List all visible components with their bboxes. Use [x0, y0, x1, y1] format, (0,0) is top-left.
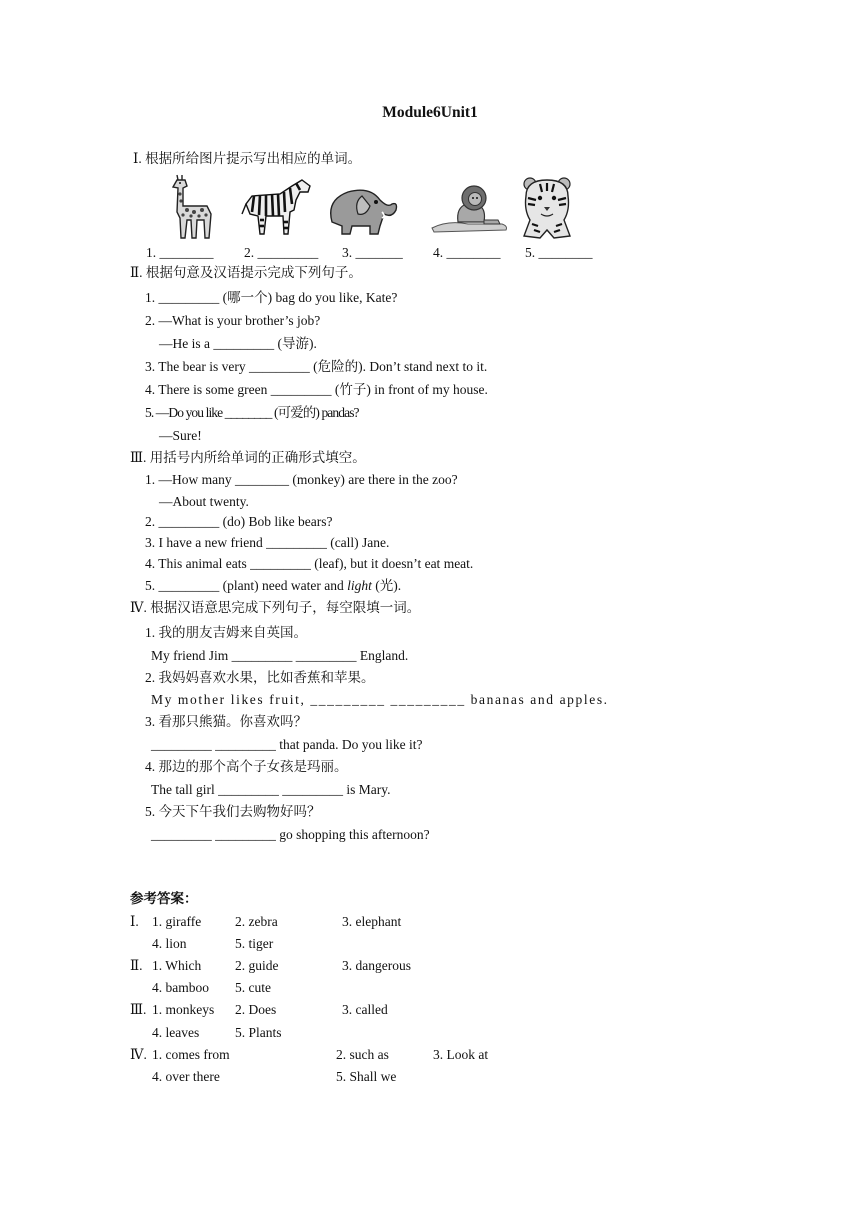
answer-item: 3. Look at [433, 1047, 489, 1062]
section2-line: 5. —Do you like ________ (可爱的) pandas? [145, 405, 359, 420]
elephant-icon [322, 182, 400, 236]
line5-text-end: (光). [371, 578, 402, 593]
section4-line: 4. 那边的那个高个子女孩是玛丽。 [145, 759, 348, 774]
answer-item: 3. called [342, 1002, 388, 1017]
section4-line-text: My mother likes fruit, _________ _________ bananas and apples. [151, 692, 609, 707]
answer-item: 5. tiger [235, 936, 274, 951]
answer-item: 4. leaves [152, 1025, 200, 1040]
answer-label: Ⅱ. [130, 958, 146, 973]
answer-item: 2. Does [235, 1002, 277, 1017]
tiger-icon [520, 174, 578, 240]
section2-line: 2. —What is your brother’s job? [145, 313, 321, 328]
blank-1: 1. ________ [146, 245, 214, 260]
answer-label: Ⅲ. [130, 1002, 150, 1017]
answer-item: 2. such as [336, 1047, 389, 1062]
giraffe-icon [163, 172, 221, 240]
answer-item: 2. guide [235, 958, 279, 973]
section4-line [151, 691, 609, 709]
answers-heading: 参考答案： [130, 891, 198, 906]
blank-4: 4. ________ [433, 245, 501, 260]
answer-item: 5. Plants [235, 1025, 282, 1040]
answer-item: 2. zebra [235, 914, 278, 929]
section4-line: 3. 看那只熊猫。你喜欢吗？ [145, 714, 307, 729]
section2-line: 3. The bear is very _________ (危险的). Don’t stand next to it. [145, 359, 488, 374]
section4-line: _________ _________ go shopping this afternoon? [151, 827, 430, 842]
section3-line [145, 577, 401, 595]
section2-line: —He is a _________ (导游). [159, 336, 317, 351]
section4-line: The tall girl _________ _________ is Mary. [151, 782, 391, 797]
answer-item: 5. Shall we [336, 1069, 397, 1084]
answer-item: 1. monkeys [152, 1002, 215, 1017]
answer-label: Ⅰ. [130, 914, 143, 929]
section3-line: 2. _________ (do) Bob like bears? [145, 514, 333, 529]
section2-line: 1. _________ (哪一个) bag do you like, Kate? [145, 290, 398, 305]
section3-line: 4. This animal eats _________ (leaf), but it doesn’t eat meat. [145, 556, 474, 571]
section3-line: 1. —How many ________ (monkey) are there in the zoo? [145, 472, 458, 487]
section4-line: 2. 我妈妈喜欢水果，比如香蕉和苹果。 [145, 670, 375, 685]
line5-text: 5. _________ (plant) need water and [145, 578, 348, 593]
line5-italic-word: light [347, 578, 372, 593]
page-title: Module6Unit1 [382, 104, 478, 121]
answer-item: 1. comes from [152, 1047, 230, 1062]
section2-line: —Sure! [159, 428, 202, 443]
answer-item: 4. lion [152, 936, 187, 951]
blank-3: 3. _______ [342, 245, 403, 260]
section1-heading: Ⅰ. 根据所给图片提示写出相应的单词。 [133, 151, 362, 166]
answer-item: 5. cute [235, 980, 271, 995]
blank-5: 5. ________ [525, 245, 593, 260]
zebra-icon [240, 174, 314, 238]
section2-line: 4. There is some green _________ (竹子) in front of my house. [145, 382, 488, 397]
answer-item: 4. over there [152, 1069, 220, 1084]
section4-line: My friend Jim _________ _________ England. [151, 648, 409, 663]
answer-item: 1. Which [152, 958, 202, 973]
answer-item: 1. giraffe [152, 914, 202, 929]
answer-item: 3. elephant [342, 914, 402, 929]
answer-item: 4. bamboo [152, 980, 209, 995]
blank-2: 2. _________ [244, 245, 319, 260]
section4-line: _________ _________ that panda. Do you like it? [151, 737, 423, 752]
section4-heading: Ⅳ. 根据汉语意思完成下列句子，每空限填一词。 [130, 600, 421, 615]
section2-heading: Ⅱ. 根据句意及汉语提示完成下列句子。 [130, 265, 362, 280]
section4-line: 5. 今天下午我们去购物好吗？ [145, 804, 321, 819]
section3-line: 3. I have a new friend _________ (call) Jane. [145, 535, 390, 550]
section3-heading: Ⅲ. 用括号内所给单词的正确形式填空。 [130, 450, 366, 465]
section4-line: 1. 我的朋友吉姆来自英国。 [145, 625, 307, 640]
answer-label: Ⅳ. [130, 1047, 151, 1062]
section3-line: —About twenty. [159, 494, 249, 509]
answer-item: 3. dangerous [342, 958, 411, 973]
lion-icon [428, 184, 510, 234]
